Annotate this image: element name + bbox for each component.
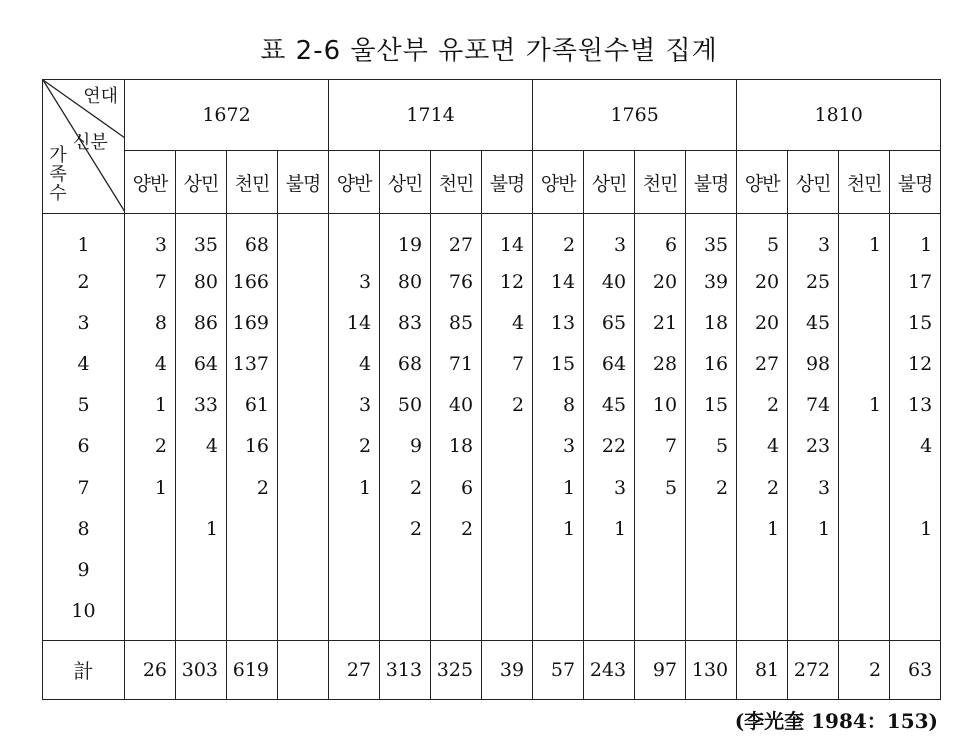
count-cell: 64	[584, 343, 635, 384]
class-header: 양반	[125, 151, 176, 214]
count-cell	[329, 549, 380, 590]
count-cell: 20	[737, 261, 788, 302]
count-cell: 8	[125, 302, 176, 343]
count-cell: 7	[125, 261, 176, 302]
count-cell: 2	[533, 214, 584, 262]
count-cell	[329, 214, 380, 262]
count-cell: 98	[788, 343, 839, 384]
corner-header	[43, 80, 125, 214]
table-row	[43, 549, 941, 590]
total-cell	[278, 640, 329, 699]
family-size-label: 가족수	[49, 145, 67, 204]
count-cell: 86	[176, 302, 227, 343]
class-header: 천민	[227, 151, 278, 214]
count-cell: 12	[482, 261, 533, 302]
table-body	[43, 214, 941, 641]
count-cell: 68	[380, 343, 431, 384]
table-title: 표 2-6 울산부 유포면 가족원수별 집계	[260, 36, 718, 66]
count-cell: 23	[788, 426, 839, 467]
count-cell: 4	[482, 302, 533, 343]
year-header-row	[43, 80, 941, 151]
count-cell	[686, 549, 737, 590]
count-cell	[329, 591, 380, 641]
count-cell: 50	[380, 385, 431, 426]
class-header: 불명	[890, 151, 941, 214]
count-cell	[278, 385, 329, 426]
count-cell	[380, 591, 431, 641]
count-cell: 5	[635, 467, 686, 508]
count-cell: 3	[584, 214, 635, 262]
count-cell	[635, 508, 686, 549]
count-cell: 83	[380, 302, 431, 343]
count-cell: 1	[839, 385, 890, 426]
count-cell: 14	[482, 214, 533, 262]
count-cell	[890, 549, 941, 590]
count-cell: 7	[635, 426, 686, 467]
count-cell: 64	[176, 343, 227, 384]
total-cell: 81	[737, 640, 788, 699]
count-cell	[278, 261, 329, 302]
count-cell: 80	[380, 261, 431, 302]
table-row	[43, 343, 941, 384]
class-header: 양반	[329, 151, 380, 214]
count-cell: 13	[890, 385, 941, 426]
count-cell: 5	[737, 214, 788, 262]
table-row	[43, 214, 941, 262]
class-header: 상민	[176, 151, 227, 214]
count-cell: 68	[227, 214, 278, 262]
count-cell: 3	[329, 261, 380, 302]
era-label: 연대	[83, 86, 118, 107]
family-size-table	[42, 79, 941, 700]
count-cell: 1	[329, 467, 380, 508]
count-cell	[125, 508, 176, 549]
count-cell	[380, 549, 431, 590]
table-row	[43, 385, 941, 426]
count-cell	[788, 591, 839, 641]
count-cell: 12	[890, 343, 941, 384]
count-cell	[686, 508, 737, 549]
count-cell: 39	[686, 261, 737, 302]
count-cell	[482, 549, 533, 590]
count-cell: 40	[584, 261, 635, 302]
class-header: 불명	[482, 151, 533, 214]
class-header: 불명	[686, 151, 737, 214]
table-row	[43, 302, 941, 343]
total-label: 計	[43, 640, 125, 699]
source-citation: (李光奎 1984：153)	[734, 709, 938, 733]
count-cell: 4	[329, 343, 380, 384]
count-cell: 18	[431, 426, 482, 467]
class-header: 천민	[431, 151, 482, 214]
count-cell: 27	[431, 214, 482, 262]
count-cell	[890, 467, 941, 508]
count-cell	[482, 591, 533, 641]
total-row	[43, 640, 941, 699]
count-cell	[176, 591, 227, 641]
count-cell	[278, 302, 329, 343]
count-cell: 6	[635, 214, 686, 262]
count-cell: 3	[584, 467, 635, 508]
count-cell: 1	[890, 214, 941, 262]
count-cell	[788, 549, 839, 590]
family-size-cell: 3	[43, 302, 125, 343]
count-cell	[533, 549, 584, 590]
class-header: 상민	[380, 151, 431, 214]
count-cell: 4	[176, 426, 227, 467]
year-header: 1672	[125, 80, 329, 151]
count-cell	[278, 591, 329, 641]
count-cell: 3	[788, 214, 839, 262]
total-cell: 2	[839, 640, 890, 699]
class-header: 천민	[839, 151, 890, 214]
count-cell: 9	[380, 426, 431, 467]
class-header: 불명	[278, 151, 329, 214]
count-cell	[839, 467, 890, 508]
family-size-cell: 7	[43, 467, 125, 508]
count-cell: 65	[584, 302, 635, 343]
count-cell: 21	[635, 302, 686, 343]
count-cell	[737, 549, 788, 590]
count-cell: 80	[176, 261, 227, 302]
count-cell	[737, 591, 788, 641]
count-cell: 2	[737, 467, 788, 508]
count-cell: 15	[890, 302, 941, 343]
total-cell: 243	[584, 640, 635, 699]
count-cell	[635, 549, 686, 590]
count-cell: 3	[788, 467, 839, 508]
count-cell: 40	[431, 385, 482, 426]
count-cell: 1	[533, 467, 584, 508]
count-cell	[839, 591, 890, 641]
count-cell	[176, 549, 227, 590]
class-header: 상민	[584, 151, 635, 214]
table-row	[43, 591, 941, 641]
count-cell: 1	[737, 508, 788, 549]
count-cell: 85	[431, 302, 482, 343]
count-cell: 5	[686, 426, 737, 467]
table-row	[43, 426, 941, 467]
count-cell: 19	[380, 214, 431, 262]
year-header: 1714	[329, 80, 533, 151]
count-cell	[227, 591, 278, 641]
count-cell: 17	[890, 261, 941, 302]
count-cell: 71	[431, 343, 482, 384]
count-cell: 3	[125, 214, 176, 262]
count-cell: 18	[686, 302, 737, 343]
total-cell: 325	[431, 640, 482, 699]
count-cell: 1	[176, 508, 227, 549]
count-cell: 45	[788, 302, 839, 343]
count-cell: 2	[380, 467, 431, 508]
count-cell	[584, 549, 635, 590]
count-cell	[839, 261, 890, 302]
count-cell: 27	[737, 343, 788, 384]
family-size-cell: 2	[43, 261, 125, 302]
count-cell: 8	[533, 385, 584, 426]
count-cell: 2	[482, 385, 533, 426]
count-cell: 16	[227, 426, 278, 467]
count-cell: 20	[737, 302, 788, 343]
count-cell	[584, 591, 635, 641]
count-cell: 10	[635, 385, 686, 426]
count-cell	[482, 467, 533, 508]
count-cell: 2	[686, 467, 737, 508]
count-cell: 137	[227, 343, 278, 384]
count-cell: 2	[431, 508, 482, 549]
count-cell: 2	[380, 508, 431, 549]
total-cell: 57	[533, 640, 584, 699]
total-cell: 26	[125, 640, 176, 699]
count-cell	[482, 426, 533, 467]
year-header: 1810	[737, 80, 941, 151]
year-header: 1765	[533, 80, 737, 151]
table-row	[43, 508, 941, 549]
class-header: 양반	[737, 151, 788, 214]
count-cell: 14	[329, 302, 380, 343]
count-cell: 25	[788, 261, 839, 302]
count-cell	[278, 508, 329, 549]
count-cell	[839, 426, 890, 467]
count-cell: 1	[125, 467, 176, 508]
family-size-cell: 5	[43, 385, 125, 426]
count-cell: 3	[533, 426, 584, 467]
count-cell: 166	[227, 261, 278, 302]
count-cell	[278, 426, 329, 467]
class-header-row	[43, 151, 941, 214]
total-cell: 97	[635, 640, 686, 699]
count-cell: 16	[686, 343, 737, 384]
count-cell	[686, 591, 737, 641]
total-cell: 63	[890, 640, 941, 699]
count-cell: 15	[686, 385, 737, 426]
count-cell	[839, 549, 890, 590]
table-row	[43, 261, 941, 302]
count-cell: 4	[125, 343, 176, 384]
total-cell: 27	[329, 640, 380, 699]
count-cell: 2	[329, 426, 380, 467]
count-cell: 20	[635, 261, 686, 302]
count-cell: 6	[431, 467, 482, 508]
count-cell: 4	[737, 426, 788, 467]
total-cell: 619	[227, 640, 278, 699]
count-cell: 1	[788, 508, 839, 549]
family-size-cell: 6	[43, 426, 125, 467]
family-size-cell: 8	[43, 508, 125, 549]
count-cell: 22	[584, 426, 635, 467]
count-cell	[176, 467, 227, 508]
count-cell: 7	[482, 343, 533, 384]
count-cell: 74	[788, 385, 839, 426]
total-cell: 272	[788, 640, 839, 699]
count-cell: 4	[890, 426, 941, 467]
count-cell	[278, 467, 329, 508]
count-cell: 35	[686, 214, 737, 262]
total-cell: 39	[482, 640, 533, 699]
count-cell: 1	[533, 508, 584, 549]
count-cell	[329, 508, 380, 549]
family-size-cell: 10	[43, 591, 125, 641]
count-cell: 35	[176, 214, 227, 262]
count-cell	[635, 591, 686, 641]
count-cell	[890, 591, 941, 641]
count-cell	[125, 591, 176, 641]
count-cell: 1	[839, 214, 890, 262]
count-cell	[839, 508, 890, 549]
count-cell: 76	[431, 261, 482, 302]
count-cell: 61	[227, 385, 278, 426]
count-cell: 3	[329, 385, 380, 426]
count-cell	[125, 549, 176, 590]
count-cell	[278, 214, 329, 262]
class-header: 천민	[635, 151, 686, 214]
class-header: 상민	[788, 151, 839, 214]
count-cell	[227, 549, 278, 590]
count-cell	[533, 591, 584, 641]
count-cell: 1	[890, 508, 941, 549]
family-size-cell: 1	[43, 214, 125, 262]
total-cell: 303	[176, 640, 227, 699]
count-cell	[278, 549, 329, 590]
count-cell	[839, 343, 890, 384]
count-cell	[431, 591, 482, 641]
count-cell: 2	[125, 426, 176, 467]
count-cell: 28	[635, 343, 686, 384]
status-label: 신분	[73, 132, 108, 153]
count-cell: 15	[533, 343, 584, 384]
count-cell	[227, 508, 278, 549]
count-cell	[839, 302, 890, 343]
count-cell: 2	[737, 385, 788, 426]
count-cell: 14	[533, 261, 584, 302]
count-cell: 1	[125, 385, 176, 426]
count-cell	[278, 343, 329, 384]
total-cell: 313	[380, 640, 431, 699]
total-cell: 130	[686, 640, 737, 699]
count-cell: 45	[584, 385, 635, 426]
family-size-cell: 9	[43, 549, 125, 590]
count-cell: 33	[176, 385, 227, 426]
count-cell: 13	[533, 302, 584, 343]
table-row	[43, 467, 941, 508]
family-size-cell: 4	[43, 343, 125, 384]
count-cell: 2	[227, 467, 278, 508]
class-header: 양반	[533, 151, 584, 214]
count-cell: 1	[584, 508, 635, 549]
count-cell	[482, 508, 533, 549]
count-cell	[431, 549, 482, 590]
count-cell: 169	[227, 302, 278, 343]
